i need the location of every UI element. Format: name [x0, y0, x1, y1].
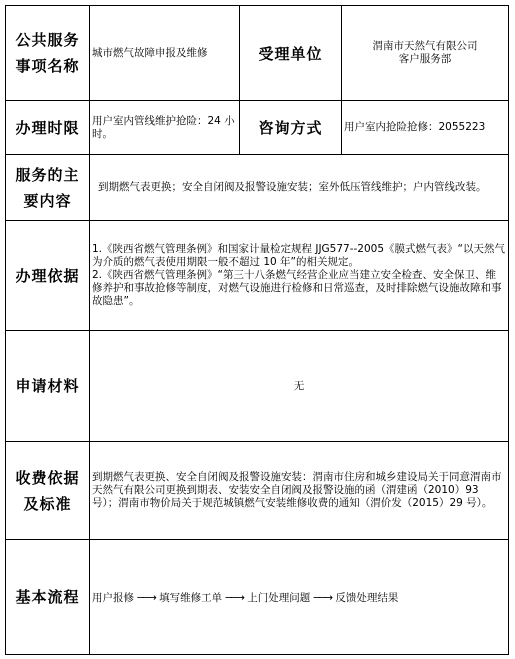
- label-service-item-line1: 公共服务: [15, 31, 80, 49]
- value-time-limit: 用户室内管线维护抢险：24 小时。: [90, 101, 240, 155]
- service-info-table: [5, 5, 509, 655]
- label-fee-basis: [6, 442, 90, 540]
- label-basic-process: 基本流程: [6, 540, 90, 655]
- label-accepting-unit: 受理单位: [240, 6, 342, 101]
- label-legal-basis: 办理依据: [6, 221, 90, 331]
- process-step-feedback: 反馈处理结果: [335, 591, 399, 604]
- label-contact-method: 咨询方式: [240, 101, 342, 155]
- label-main-content: [6, 155, 90, 221]
- arrow-right-icon: ──→: [137, 591, 156, 604]
- label-time-limit: 办理时限: [6, 101, 90, 155]
- value-service-item-name: 城市燃气故障申报及维修: [90, 6, 240, 101]
- process-step-onsite: 上门处理问题: [247, 591, 311, 604]
- label-service-item-name: [6, 6, 90, 101]
- row-main-content: [6, 155, 509, 221]
- legal-basis-item-2: 2.《陕西省燃气管理条例》“第三十八条燃气经营企业应当建立安全检查、安全保卫、维修养护和事故抢修等制度，对燃气设施进行检修和日常巡查，及时排除燃气设施故障和事故隐患”。: [92, 269, 502, 307]
- value-legal-basis: [90, 221, 509, 331]
- label-main-content-line1: 服务的主: [15, 165, 80, 184]
- label-main-content-line2: 要内容: [23, 191, 72, 210]
- process-step-work-order: 填写维修工单: [159, 591, 223, 604]
- value-application-materials: 无: [90, 331, 509, 442]
- arrow-right-icon: ──→: [225, 591, 244, 604]
- row-fee-basis: [6, 442, 509, 540]
- row-application-materials: [6, 331, 509, 442]
- value-contact-method: 用户室内抢险抢修：2055223: [342, 101, 509, 155]
- value-fee-basis: 到期燃气表更换、安全自闭阀及报警设施安装：渭南市住房和城乡建设局关于同意渭南市天然气有限公司更换到期表、安装安全自闭阀及报警设施的函（渭建函（2010）93 号）；渭南市物价局关于规范城镇燃气安装维修收费的通知（渭价发（2015）29 号）。: [90, 442, 509, 540]
- legal-basis-item-1: 1.《陕西省燃气管理条例》和国家计量检定规程 JJG577--2005《膜式燃气表》“以天然气为介质的燃气表使用期限一般不超过 10 年”的相关规定。: [92, 243, 505, 268]
- process-step-report: 用户报修: [92, 591, 134, 604]
- label-service-item-line2: 事项名称: [15, 57, 80, 75]
- arrow-right-icon: ──→: [313, 591, 333, 604]
- label-fee-basis-line2: 及标准: [23, 494, 72, 513]
- label-fee-basis-line1: 收费依据: [15, 468, 80, 487]
- value-basic-process: [90, 540, 509, 655]
- accepting-unit-line2: 客户服务部: [398, 53, 452, 65]
- value-main-content: 到期燃气表更换；安全自闭阀及报警设施安装；室外低压管线维护；户内管线改装。: [90, 155, 509, 221]
- value-accepting-unit: [342, 6, 509, 101]
- row-legal-basis: [6, 221, 509, 331]
- label-application-materials: 申请材料: [6, 331, 90, 442]
- row-basic-process: [6, 540, 509, 655]
- accepting-unit-line1: 渭南市天然气有限公司: [372, 40, 478, 52]
- row-item-name: [6, 6, 509, 101]
- row-time-limit: [6, 101, 509, 155]
